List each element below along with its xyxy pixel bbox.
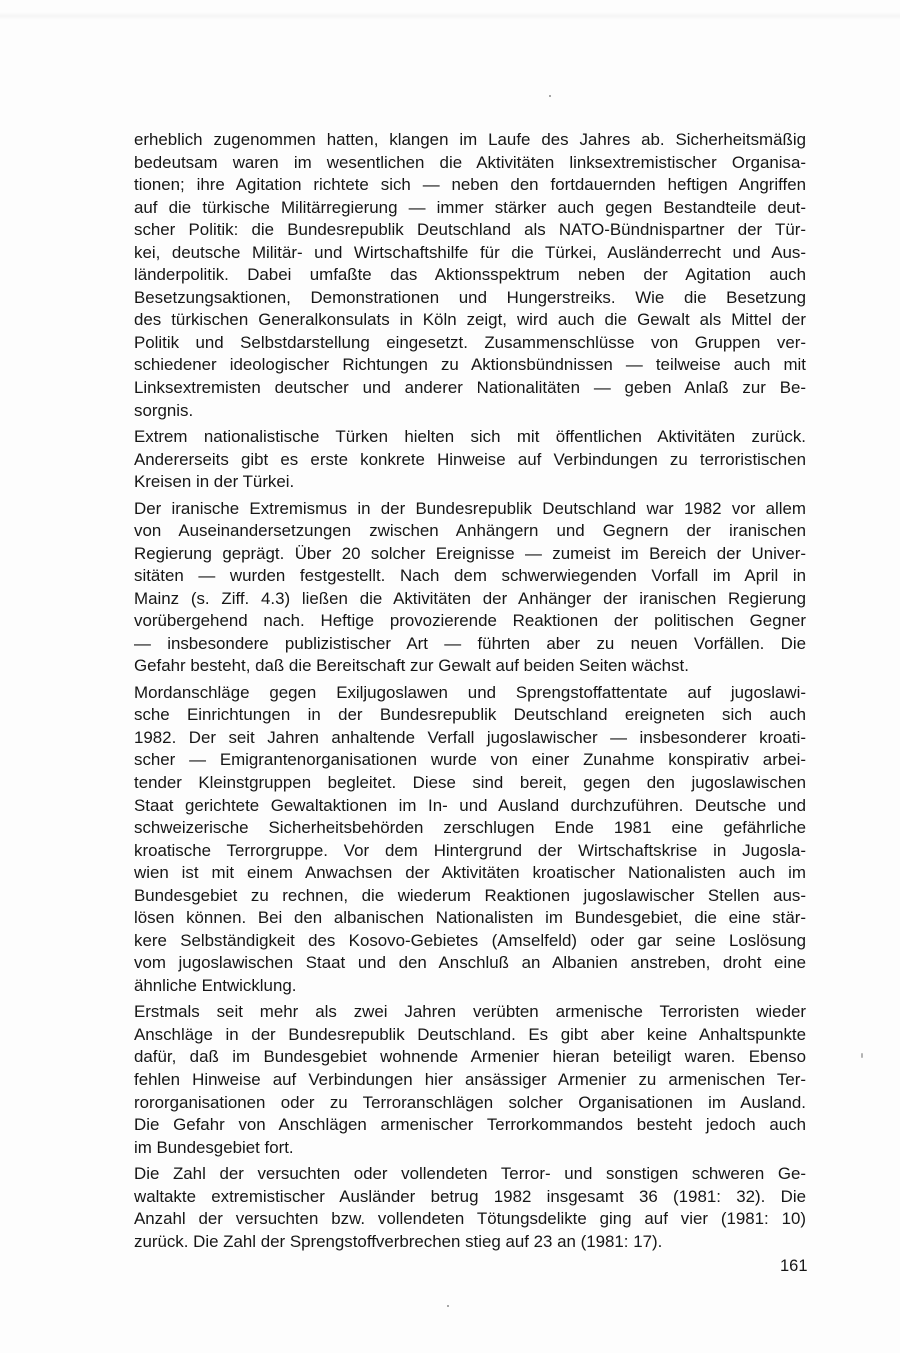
paragraph	[134, 1001, 806, 1159]
page-number: 161	[780, 1257, 808, 1275]
paragraph	[134, 682, 806, 998]
text-line: Der iranische Extremismus in der Bundesrepublik Deutschland war 1982 vor allem	[134, 498, 806, 518]
text-line: Anschläge in der Bundesrepublik Deutschland. Es gibt aber keine Anhaltspunkte	[134, 1024, 806, 1044]
text-line: Gefahr besteht, daß die Bereitschaft zur Gewalt auf beiden Seiten wächst.	[134, 656, 689, 676]
text-line: Kreisen in der Türkei.	[134, 472, 295, 492]
text-line: Mainz (s. Ziff. 4.3) ließen die Aktivitäten der Anhänger der iranischen Regierung	[134, 588, 806, 608]
paragraph	[134, 129, 806, 422]
text-line: des türkischen Generalkonsulats in Köln zeigt, wird auch die Gewalt als Mittel der	[134, 310, 806, 330]
body-text	[134, 129, 806, 1257]
paragraph	[134, 498, 806, 678]
text-line: länderpolitik. Dabei umfaßte das Aktionsspektrum neben der Agitation auch	[134, 265, 806, 285]
text-line: schweizerische Sicherheitsbehörden zerschlugen Ende 1981 eine gefährliche	[134, 818, 806, 838]
text-line: Linksextremisten deutscher und anderer Nationalitäten — geben Anlaß zur Be-	[134, 378, 806, 398]
text-line: kere Selbständigkeit des Kosovo-Gebietes (Amselfeld) oder gar seine Loslösung	[134, 930, 806, 950]
text-line: sche Einrichtungen in der Bundesrepublik Deutschland ereigneten sich auch	[134, 705, 806, 725]
text-line: kroatische Terrorgruppe. Vor dem Hintergrund der Wirtschaftskrise in Jugosla-	[134, 840, 806, 860]
scan-speck	[447, 1305, 449, 1307]
text-line: schiedener ideologischer Richtungen zu Aktionsbündnissen — teilweise auch mit	[134, 355, 806, 375]
text-line: tender Kleinstgruppen begleitet. Diese sind bereit, gegen den jugoslawischen	[134, 772, 806, 792]
text-line: Extrem nationalistische Türken hielten sich mit öffentlichen Aktivitäten zurück.	[134, 427, 806, 446]
text-line: Regierung geprägt. Über 20 solcher Ereignisse — zumeist im Bereich der Univer-	[134, 543, 806, 563]
text-line: lösen können. Bei den albanischen Nationalisten im Bundesgebiet, die eine stär-	[134, 908, 806, 928]
text-line: Anzahl der versuchten bzw. vollendeten Tötungsdelikte ging auf vier (1981: 10)	[134, 1209, 806, 1229]
text-line: zurück. Die Zahl der Sprengstoffverbrechen stieg auf 23 an (1981: 17).	[134, 1231, 663, 1251]
text-line: vom jugoslawischen Staat und den Anschluß an Albanien anstreben, droht eine	[134, 953, 806, 973]
text-line: im Bundesgebiet fort.	[134, 1137, 294, 1157]
text-line: von Auseinandersetzungen zwischen Anhängern und Gegnern der iranischen	[134, 521, 806, 541]
paragraph	[134, 426, 806, 494]
text-line: Die Zahl der versuchten oder vollendeten Terror- und sonstigen schweren Ge-	[134, 1164, 806, 1184]
text-line: fehlen Hinweise auf Verbindungen hier ansässiger Armenier zu armenischen Ter-	[134, 1069, 806, 1089]
text-line: — insbesondere publizistischer Art — führten aber zu neuen Vorfällen. Die	[134, 633, 806, 653]
text-line: Staat gerichtete Gewaltaktionen im In- und Ausland durchzuführen. Deutsche und	[134, 795, 806, 815]
text-line: waltakte extremistischer Ausländer betrug 1982 insgesamt 36 (1981: 32). Die	[134, 1186, 806, 1206]
text-line: sorgnis.	[134, 400, 194, 420]
text-line: rororganisationen oder zu Terroranschlägen solcher Organisationen im Ausland.	[134, 1092, 806, 1112]
scan-speck	[861, 1053, 863, 1058]
text-line: kei, deutsche Militär- und Wirtschaftshilfe für die Türkei, Ausländerrecht und Aus-	[134, 242, 806, 262]
text-line: dafür, daß im Bundesgebiet wohnende Armenier hieran beteiligt waren. Ebenso	[134, 1047, 806, 1067]
text-line: ähnliche Entwicklung.	[134, 975, 297, 995]
text-line: wien ist mit einem Anwachsen der Aktivitäten kroatischer Nationalisten auch im	[134, 863, 806, 883]
paragraph	[134, 1163, 806, 1253]
text-line: tionen; ihre Agitation richtete sich — neben den fortdauernden heftigen Angriffen	[134, 175, 806, 195]
text-line: 1982. Der seit Jahren anhaltende Verfall jugoslawischer — insbesonderer kroati-	[134, 727, 806, 747]
scan-edge-shadow	[0, 12, 900, 20]
text-line: Erstmals seit mehr als zwei Jahren verübten armenische Terroristen wieder	[134, 1002, 806, 1022]
text-line: Besetzungsaktionen, Demonstrationen und Hungerstreiks. Wie die Besetzung	[134, 287, 806, 307]
text-line: Die Gefahr von Anschlägen armenischer Terrorkommandos besteht jedoch auch	[134, 1115, 806, 1135]
scan-speck	[549, 95, 551, 97]
text-line: erheblich zugenommen hatten, klangen im Laufe des Jahres ab. Sicherheitsmäßig	[134, 130, 806, 149]
text-line: vorübergehend nach. Heftige provozierende Reaktionen der politischen Gegner	[134, 611, 806, 631]
text-line: Politik und Selbstdarstellung eingesetzt. Zusammenschlüsse von Gruppen ver-	[134, 332, 806, 352]
text-line: scher Politik: die Bundesrepublik Deutschland als NATO-Bündnispartner der Tür-	[134, 220, 806, 240]
text-line: Bundesgebiet zu rechnen, die wiederum Reaktionen jugoslawischer Stellen aus-	[134, 885, 806, 905]
text-line: sitäten — wurden festgestellt. Nach dem schwerwiegenden Vorfall im April in	[134, 566, 806, 586]
text-line: scher — Emigrantenorganisationen wurde von einer Zunahme konspirativ arbei-	[134, 750, 806, 770]
text-line: bedeutsam waren im wesentlichen die Aktivitäten linksextremistischer Organisa-	[134, 152, 806, 172]
text-line: auf die türkische Militärregierung — immer stärker auch gegen Bestandteile deut-	[134, 197, 806, 217]
text-line: Mordanschläge gegen Exiljugoslawen und Sprengstoffattentate auf jugoslawi-	[134, 682, 806, 702]
text-line: Andererseits gibt es erste konkrete Hinweise auf Verbindungen zu terroristischen	[134, 449, 806, 469]
